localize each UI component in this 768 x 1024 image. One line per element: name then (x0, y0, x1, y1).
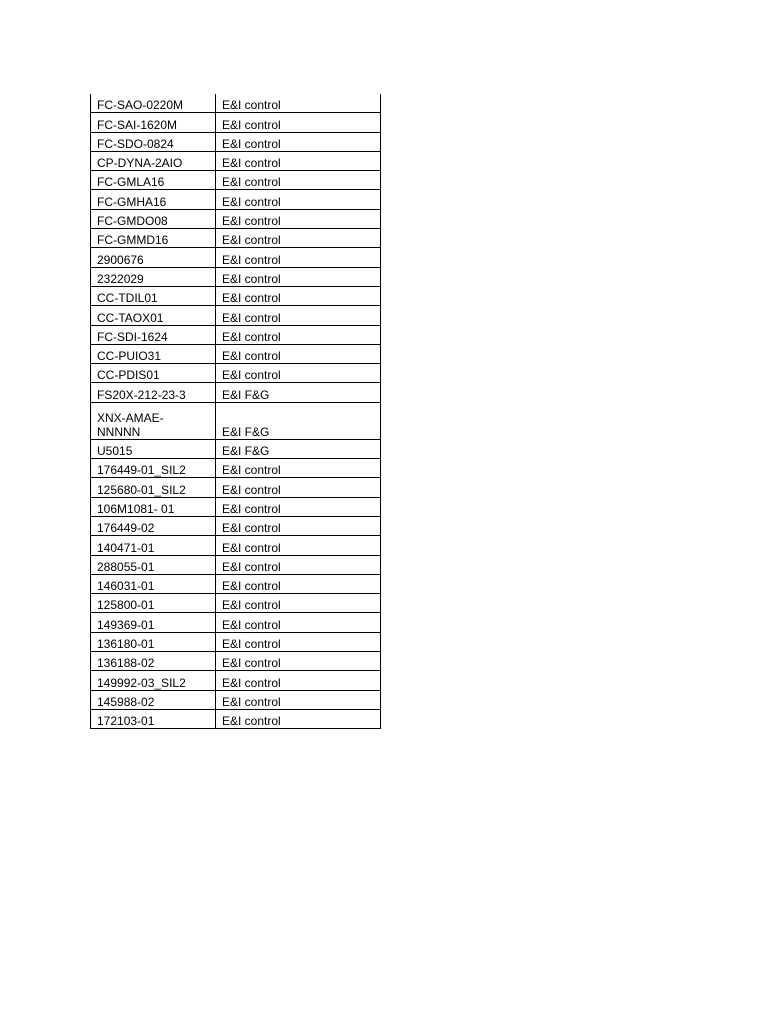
category: E&I control (216, 594, 381, 613)
category: E&I control (216, 151, 381, 170)
part-code: FC-GMHA16 (91, 190, 216, 209)
category: E&I control (216, 94, 381, 113)
category: E&I control (216, 344, 381, 363)
part-code: 136180-01 (91, 632, 216, 651)
table-row (91, 94, 381, 113)
part-code: FC-SAI-1620M (91, 113, 216, 132)
part-code: 172103-01 (91, 709, 216, 728)
part-code: 2322029 (91, 267, 216, 286)
part-code: 288055-01 (91, 555, 216, 574)
category: E&I control (216, 709, 381, 728)
table-row (91, 632, 381, 651)
part-code-line: NNNNN (97, 424, 141, 439)
table-row (91, 516, 381, 535)
category: E&I control (216, 516, 381, 535)
table-row (91, 613, 381, 632)
category: E&I control (216, 306, 381, 325)
part-code: 149992-03_SIL2 (91, 671, 216, 690)
table-row (91, 286, 381, 305)
part-code: CC-TAOX01 (91, 306, 216, 325)
category: E&I control (216, 478, 381, 497)
part-code: CC-TDIL01 (91, 286, 216, 305)
table-row (91, 439, 381, 458)
category: E&I control (216, 248, 381, 267)
table-row (91, 594, 381, 613)
category: E&I control (216, 267, 381, 286)
part-code: FC-GMLA16 (91, 171, 216, 190)
part-code: 136188-02 (91, 652, 216, 671)
part-code: FC-SAO-0220M (91, 94, 216, 113)
category: E&I control (216, 171, 381, 190)
part-code: 146031-01 (91, 574, 216, 593)
table-row (91, 671, 381, 690)
table-row (91, 536, 381, 555)
category: E&I control (216, 671, 381, 690)
table-row (91, 171, 381, 190)
category: E&I control (216, 209, 381, 228)
part-code: 176449-02 (91, 516, 216, 535)
table-row (91, 190, 381, 209)
table-row (91, 132, 381, 151)
table-row (91, 248, 381, 267)
part-code-line: XNX-AMAE- (97, 410, 164, 425)
table-row (91, 344, 381, 363)
table-row (91, 267, 381, 286)
category: E&I control (216, 690, 381, 709)
table-row (91, 325, 381, 344)
category: E&I control (216, 555, 381, 574)
category: E&I control (216, 574, 381, 593)
part-code: FC-GMDO08 (91, 209, 216, 228)
part-code: CC-PDIS01 (91, 364, 216, 383)
category: E&I control (216, 132, 381, 151)
category: E&I F&G (216, 439, 381, 458)
table-row (91, 229, 381, 248)
category: E&I control (216, 286, 381, 305)
table-row (91, 709, 381, 728)
part-code: 140471-01 (91, 536, 216, 555)
part-code (91, 402, 216, 439)
table-row (91, 306, 381, 325)
part-code: FS20X-212-23-3 (91, 383, 216, 402)
part-code: 2900676 (91, 248, 216, 267)
category: E&I control (216, 190, 381, 209)
category: E&I control (216, 459, 381, 478)
table-row (91, 555, 381, 574)
category: E&I control (216, 613, 381, 632)
category: E&I control (216, 497, 381, 516)
part-code: FC-SDI-1624 (91, 325, 216, 344)
part-code: 145988-02 (91, 690, 216, 709)
category: E&I F&G (216, 383, 381, 402)
category: E&I control (216, 652, 381, 671)
table-row (91, 383, 381, 402)
table-row (91, 364, 381, 383)
part-code: 125680-01_SIL2 (91, 478, 216, 497)
category: E&I control (216, 536, 381, 555)
table-row (91, 690, 381, 709)
part-code: CP-DYNA-2AIO (91, 151, 216, 170)
part-code: U5015 (91, 439, 216, 458)
parts-table (90, 94, 381, 729)
table-row (91, 459, 381, 478)
part-code: FC-GMMD16 (91, 229, 216, 248)
category: E&I control (216, 229, 381, 248)
table-row (91, 209, 381, 228)
part-code: CC-PUIO31 (91, 344, 216, 363)
part-code: 149369-01 (91, 613, 216, 632)
table-row (91, 113, 381, 132)
table-row (91, 402, 381, 439)
table-row (91, 574, 381, 593)
part-code: FC-SDO-0824 (91, 132, 216, 151)
category: E&I control (216, 325, 381, 344)
table-row (91, 652, 381, 671)
table-row (91, 151, 381, 170)
category: E&I control (216, 364, 381, 383)
category: E&I control (216, 632, 381, 651)
table-row (91, 497, 381, 516)
part-code: 176449-01_SIL2 (91, 459, 216, 478)
part-code: 106M1081- 01 (91, 497, 216, 516)
category: E&I control (216, 113, 381, 132)
category: E&I F&G (216, 402, 381, 439)
table-row (91, 478, 381, 497)
part-code: 125800-01 (91, 594, 216, 613)
